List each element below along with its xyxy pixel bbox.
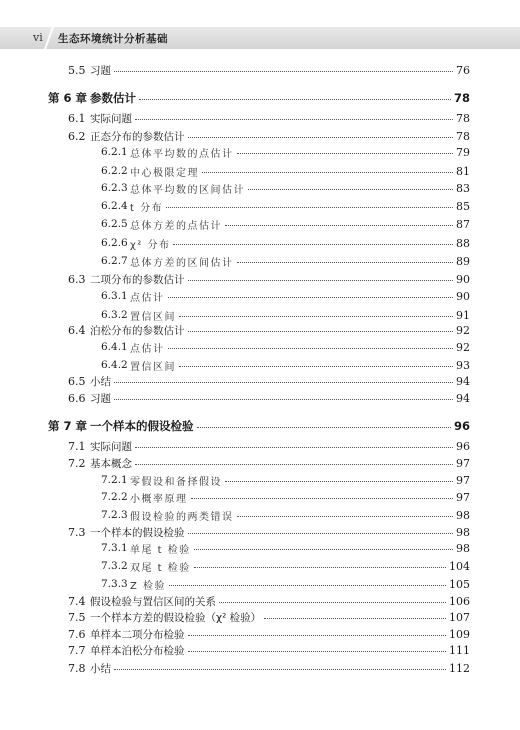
toc-entry-number: 7.5 [68, 610, 86, 624]
toc-entry-number: 6.2.6 [101, 237, 128, 249]
dot-leader [264, 617, 446, 619]
toc-entry[interactable] [0, 338, 470, 356]
dot-leader [237, 152, 453, 154]
toc-entry-title: 小结 [90, 662, 111, 675]
toc-entry[interactable] [0, 557, 470, 575]
toc-entry[interactable] [0, 506, 470, 524]
toc-entry-number: 7.7 [68, 643, 86, 657]
toc-entry-title: t 分布 [130, 202, 164, 214]
toc-entry-title: 实际问题 [90, 112, 132, 125]
dot-leader [248, 188, 453, 190]
toc-entry-page: 96 [453, 419, 470, 433]
toc-entry-number: 7.6 [68, 627, 86, 641]
toc-entry-page: 97 [456, 456, 470, 470]
toc-entry-number: 7.8 [68, 661, 86, 675]
toc-entry-title: 中心极限定理 [130, 167, 199, 179]
toc-entry-page: 109 [449, 627, 470, 641]
toc-entry-page: 94 [456, 391, 470, 405]
toc-entry-page: 98 [456, 525, 470, 539]
toc-entry-number: 6.3.1 [101, 290, 128, 302]
toc-entry-page: 92 [456, 323, 470, 337]
toc-entry[interactable] [0, 109, 470, 127]
toc-entry[interactable] [0, 179, 470, 197]
toc-entry-number: 6.3.2 [101, 309, 128, 321]
dot-leader [225, 224, 453, 226]
dot-leader [135, 118, 453, 120]
toc-entry-page: 107 [449, 610, 470, 624]
toc-entry-page: 87 [456, 217, 470, 231]
dot-leader [194, 566, 446, 568]
toc-entry-page: 89 [456, 254, 470, 268]
toc-entry-page: 79 [456, 145, 470, 159]
toc-entry-number: 6.3 [68, 272, 86, 286]
toc-entry-title: 总体方差的点估计 [130, 220, 222, 232]
toc-entry[interactable] [0, 437, 470, 455]
dot-leader [237, 261, 453, 263]
toc-entry[interactable] [0, 417, 470, 435]
toc-entry-page: 78 [456, 111, 470, 125]
toc-entry-number: 6.2.4 [101, 200, 128, 212]
toc-entry[interactable] [0, 234, 470, 252]
toc-entry-number: 7.3.2 [101, 560, 128, 572]
toc-entry-number: 5.5 [68, 63, 86, 77]
toc-entry-number: 6.2.1 [101, 146, 128, 158]
toc-entry-page: 90 [456, 272, 470, 286]
toc-entry-title: 点估计 [130, 292, 165, 304]
dot-leader [225, 480, 453, 482]
dot-leader [179, 315, 453, 317]
dot-leader [169, 584, 446, 586]
toc-entry-title: 总体平均数的区间估计 [130, 184, 245, 196]
toc-entry-page: 105 [449, 577, 470, 591]
page-number: vi [33, 31, 43, 44]
toc-entry-title: 总体平均数的点估计 [130, 148, 234, 160]
toc-entry-page: 78 [453, 91, 470, 105]
toc-entry[interactable] [0, 287, 470, 305]
dot-leader [188, 532, 453, 534]
toc-entry-title: 置信区间 [130, 311, 176, 323]
toc-entry-number: 7.2.1 [101, 474, 128, 486]
toc-entry-number: 7.3.1 [101, 542, 128, 554]
dot-leader [173, 243, 453, 245]
toc-entry[interactable] [0, 608, 470, 626]
toc-entry-number: 7.4 [68, 594, 86, 608]
dot-leader [114, 381, 453, 383]
dot-leader [197, 426, 451, 428]
toc-entry-page: 112 [449, 661, 470, 675]
toc-entry-page: 83 [456, 181, 470, 195]
toc-entry-page: 97 [456, 490, 470, 504]
toc-entry[interactable] [0, 372, 470, 390]
toc-entry-title: 假设检验的两类错误 [130, 511, 234, 523]
toc-entry[interactable] [0, 659, 470, 677]
toc-entry-title: 点估计 [130, 343, 165, 355]
toc-entry-number: 7.1 [68, 439, 86, 453]
toc-entry-title: 基本概念 [90, 457, 132, 470]
toc-entry-number: 6.4.1 [101, 341, 128, 353]
toc-entry-page: 98 [456, 508, 470, 522]
toc-entry-title: 单尾 t 检验 [130, 544, 191, 556]
toc-entry-title: 一个样本的假设检验 [90, 526, 185, 539]
toc-entry-title: 小概率原理 [130, 493, 188, 505]
toc-entry-page: 111 [449, 643, 470, 657]
toc-entry-title: 置信区间 [130, 361, 176, 373]
toc-entry[interactable] [0, 197, 470, 215]
toc-entry-page: 97 [456, 473, 470, 487]
dot-leader [114, 668, 446, 670]
toc-entry-title: Z 检验 [130, 580, 167, 592]
toc-entry[interactable] [0, 488, 470, 506]
toc-entry[interactable] [0, 143, 470, 161]
toc-entry-page: 104 [449, 559, 470, 573]
toc-entry-page: 81 [456, 164, 470, 178]
toc-entry-title: 零假设和备择假设 [130, 476, 222, 488]
dot-leader [188, 330, 453, 332]
dot-leader [191, 497, 453, 499]
toc-entry-page: 90 [456, 289, 470, 303]
toc-entry-title: 参数估计 [90, 91, 136, 105]
toc-entry-number: 7.2.2 [101, 491, 128, 503]
toc-entry-number: 6.2.3 [101, 182, 128, 194]
toc-entry-page: 78 [456, 129, 470, 143]
dot-leader [194, 548, 453, 550]
dot-leader [168, 347, 453, 349]
toc-entry-number: 7.3.3 [101, 578, 128, 590]
toc-entry-number: 6.1 [68, 111, 86, 125]
dot-leader [202, 171, 453, 173]
toc-entry-number: 第 6 章 [48, 91, 88, 105]
dot-leader [188, 279, 453, 281]
toc-entry-title: 习题 [90, 64, 111, 77]
toc-entry-page: 98 [456, 541, 470, 555]
toc-entry-page: 106 [449, 594, 470, 608]
toc-entry-number: 第 7 章 [48, 419, 88, 433]
toc-entry-title: 单样本二项分布检验 [90, 628, 185, 641]
toc-entry[interactable] [0, 454, 470, 472]
toc-entry-page: 76 [456, 63, 470, 77]
toc-entry[interactable] [0, 162, 470, 180]
toc-entry-title: 一个样本的假设检验 [90, 419, 194, 433]
toc-entry-title: 双尾 t 检验 [130, 562, 191, 574]
dot-leader [166, 206, 453, 208]
dot-leader [135, 463, 453, 465]
toc-entry-page: 88 [456, 236, 470, 250]
toc-entry-title: 假设检验与置信区间的关系 [90, 595, 216, 608]
dot-leader [139, 98, 451, 100]
dot-leader [188, 650, 446, 652]
dot-leader [219, 601, 446, 603]
toc-entry-title: 总体方差的区间估计 [130, 257, 234, 269]
toc-entry-number: 6.4.2 [101, 359, 128, 371]
book-title: 生态环境统计分析基础 [58, 33, 168, 45]
toc-entry[interactable] [0, 61, 470, 79]
dot-leader [114, 398, 453, 400]
toc-entry-page: 94 [456, 374, 470, 388]
toc-entry-title: 实际问题 [90, 440, 132, 453]
toc-entry-number: 6.2 [68, 129, 86, 143]
dot-leader [168, 296, 453, 298]
toc-entry-title: 单样本泊松分布检验 [90, 644, 185, 657]
toc-entry[interactable] [0, 270, 470, 288]
toc-entry-page: 92 [456, 340, 470, 354]
toc-entry-page: 91 [456, 308, 470, 322]
toc-entry[interactable] [0, 321, 470, 339]
toc-entry-number: 7.3 [68, 525, 86, 539]
dot-leader [179, 365, 453, 367]
toc-entry-title: 一个样本方差的假设检验（χ² 检验） [90, 611, 262, 624]
toc-entry[interactable] [0, 471, 470, 489]
toc-entry-number: 6.4 [68, 323, 86, 337]
toc-entry-number: 7.2 [68, 456, 86, 470]
toc-entry-number: 6.2.5 [101, 218, 128, 230]
toc-entry[interactable] [0, 641, 470, 659]
toc-entry-page: 96 [456, 439, 470, 453]
toc-entry[interactable] [0, 89, 470, 107]
toc-entry[interactable] [0, 215, 470, 233]
dot-leader [135, 446, 453, 448]
toc-entry-title: 习题 [90, 392, 111, 405]
toc-entry[interactable] [0, 389, 470, 407]
toc-entry-title: 二项分布的参数估计 [90, 273, 185, 286]
toc-entry[interactable] [0, 252, 470, 270]
toc-entry-title: 小结 [90, 375, 111, 388]
toc-entry-number: 7.2.3 [101, 509, 128, 521]
dot-leader [237, 515, 453, 517]
dot-leader [188, 136, 453, 138]
toc-entry-number: 6.2.2 [101, 165, 128, 177]
dot-leader [114, 70, 453, 72]
toc-entry-title: χ² 分布 [130, 239, 171, 251]
toc-entry-title: 正态分布的参数估计 [90, 130, 185, 143]
toc-entry-number: 6.2.7 [101, 255, 128, 267]
toc-entry-title: 泊松分布的参数估计 [90, 324, 185, 337]
toc-entry[interactable] [0, 539, 470, 557]
dot-leader [188, 634, 446, 636]
toc-entry-number: 6.5 [68, 374, 86, 388]
toc-entry-page: 93 [456, 358, 470, 372]
toc-entry-number: 6.6 [68, 391, 86, 405]
toc-entry[interactable] [0, 575, 470, 593]
toc-entry-page: 85 [456, 199, 470, 213]
